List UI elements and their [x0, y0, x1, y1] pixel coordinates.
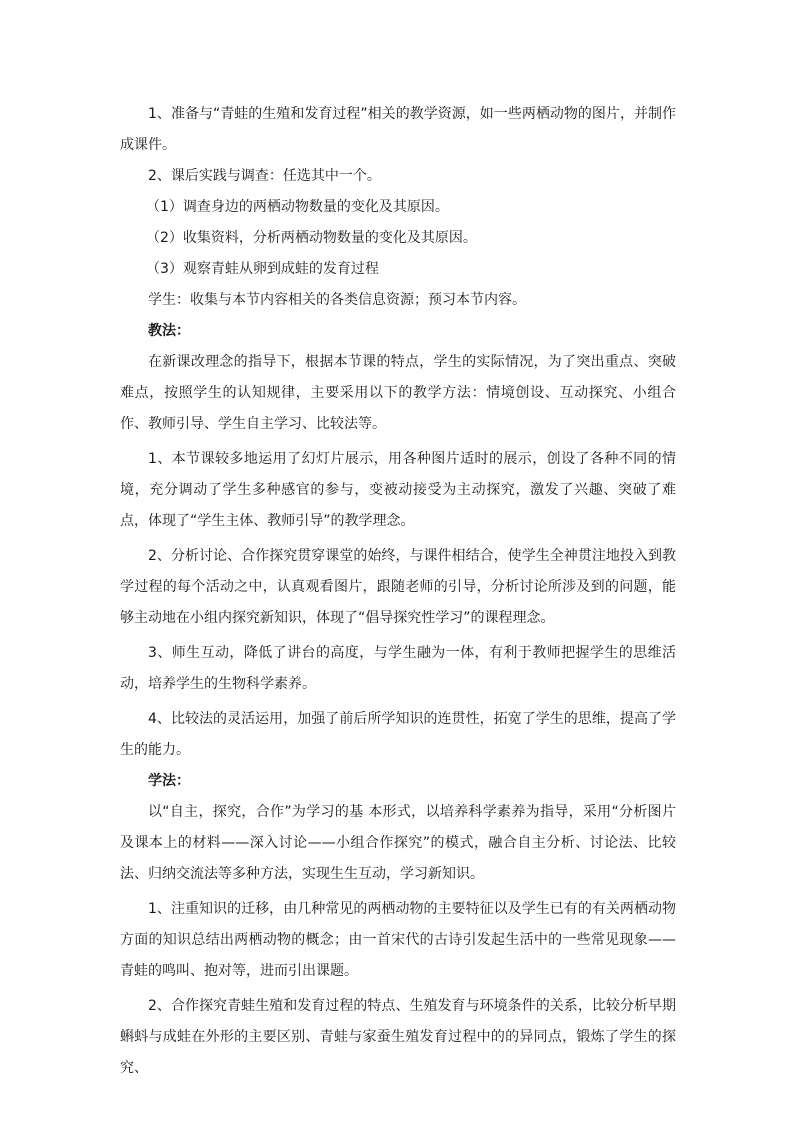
paragraph-teaching-2: 2、分析讨论、合作探究贯穿课堂的始终，与课件相结合，使学生全神贯注地投入到教学过程的每个活动之中，认真观看图片，跟随老师的引导，分析讨论所涉及到的问题，能够主动地在小组内探究新知识，体现了“倡导探究性学习”的课程理念。 — [120, 548, 676, 626]
paragraph-survey-option-1: （1）调查身边的两栖动物数量的变化及其原因。 — [146, 199, 449, 215]
document-page — [120, 99, 676, 1084]
paragraph-learning-1: 1、注重知识的迁移，由几种常见的两栖动物的主要特征以及学生已有的有关两栖动物方面的知识总结出两栖动物的概念；由一首宋代的古诗引发起生活中的一些常见现象——青蛙的鸣叫、抱对等，进而引出课题。 — [120, 901, 676, 979]
paragraph-survey-option-2: （2）收集资料，分析两栖动物数量的变化及其原因。 — [146, 230, 477, 246]
paragraph-teaching-4: 4、比较法的灵活运用，加强了前后所学知识的连贯性，拓宽了学生的思维，提高了学生的能力。 — [120, 711, 676, 758]
paragraph-learning-intro: 以“自主，探究，合作”为学习的基 本形式，以培养科学素养为指导，采用“分析图片及课本上的材料——深入讨论——小组合作探究”的模式，融合自主分析、讨论法、比较法、归纳交流法等多种方法，实现生生互动，学习新知识。 — [120, 804, 676, 882]
heading-learning-method: 学法： — [148, 773, 190, 789]
heading-teaching-method: 教法： — [148, 323, 190, 339]
paragraph-teaching-intro: 在新课改理念的指导下，根据本节课的特点，学生的实际情况，为了突出重点、突破难点，按照学生的认知规律，主要采用以下的教学方法：情境创设、互动探究、小组合作、教师引导、学生自主学习、比较法等。 — [120, 354, 676, 432]
paragraph-practice-survey: 2、课后实践与调查：任选其中一个。 — [148, 168, 381, 184]
paragraph-teaching-1: 1、本节课较多地运用了幻灯片展示，用各种图片适时的展示，创设了各种不同的情境，充分调动了学生多种感官的参与，变被动接受为主动探究，激发了兴趣、突破了难点，体现了“学生主体、教师引导”的教学理念。 — [120, 451, 676, 529]
paragraph-teaching-3: 3、师生互动，降低了讲台的高度，与学生融为一体，有利于教师把握学生的思维活动，培养学生的生物科学素养。 — [120, 645, 676, 692]
paragraph-survey-option-3: （3）观察青蛙从卵到成蛙的发育过程 — [146, 261, 379, 277]
paragraph-learning-2: 2、合作探究青蛙生殖和发育过程的特点、生殖发育与环境条件的关系，比较分析早期蝌蚪与成蛙在外形的主要区别、青蛙与家蚕生殖发育过程中的的异同点，锻炼了学生的探究、 — [120, 998, 676, 1076]
paragraph-student-prep: 学生：收集与本节内容相关的各类信息资源；预习本节内容。 — [148, 292, 526, 308]
paragraph-resource-prep: 1、准备与“青蛙的生殖和发育过程”相关的教学资源，如一些两栖动物的图片，并制作成课件。 — [120, 106, 676, 153]
